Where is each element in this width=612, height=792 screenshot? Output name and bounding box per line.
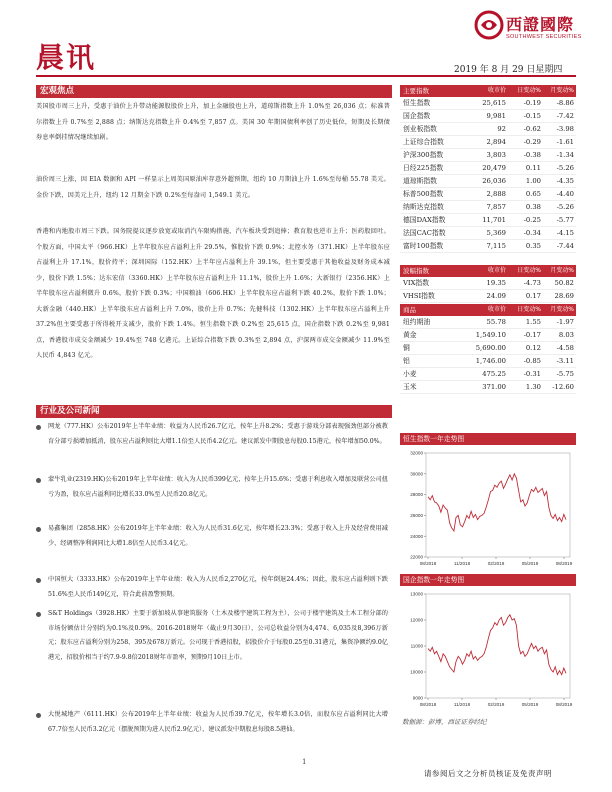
col-header: 波幅指数 xyxy=(403,267,429,275)
header-rule xyxy=(36,75,576,77)
row-value: 8.03 xyxy=(558,331,574,339)
row-value: 24.09 xyxy=(486,292,506,300)
bullet-icon xyxy=(36,425,41,430)
commodities-table-body xyxy=(400,316,576,394)
table-row xyxy=(400,381,576,394)
commodities-table xyxy=(400,304,576,394)
row-value: 2,888 xyxy=(486,190,506,198)
news-item-3: 易鑫集团（2858.HK）公布2019年上半年业绩：收入为人民币31.6亿元，按年增长23.3%；受惠于收入上升及经营费用减少，经调整净利润同比大增1.8倍至人民币3.4亿元。 xyxy=(48,525,388,547)
row-value: 1,549.10 xyxy=(475,331,506,339)
y-tick-label: 10000 xyxy=(410,669,423,675)
row-value: -0.85 xyxy=(523,357,541,365)
table-row xyxy=(400,355,576,368)
row-value: 92 xyxy=(497,125,506,133)
x-tick-label: 11/2018 xyxy=(453,702,471,707)
indices-table-header xyxy=(400,85,576,97)
col-header: 日变动% xyxy=(517,267,541,274)
row-label: 纳斯达克指数 xyxy=(403,203,444,211)
row-value: 11,701 xyxy=(482,216,506,224)
row-label: VIX指数 xyxy=(403,279,430,287)
series-line xyxy=(428,615,566,675)
col-header: 主要指数 xyxy=(403,87,429,95)
bullet-icon xyxy=(36,713,41,718)
table-row xyxy=(400,368,576,381)
row-value: -12.60 xyxy=(552,383,574,391)
col-header: 商品 xyxy=(403,306,416,314)
table-row xyxy=(400,110,576,123)
bullet-icon xyxy=(36,578,41,583)
row-value: 25,615 xyxy=(482,99,506,107)
row-label: 日经225指数 xyxy=(403,164,444,172)
company-logo xyxy=(474,6,606,46)
logo-name: 西證國際 xyxy=(506,15,575,34)
row-value: -0.17 xyxy=(523,331,541,339)
y-tick-label: 22000 xyxy=(410,554,423,560)
x-tick-label: 05/2019 xyxy=(521,702,539,707)
bullet-icon xyxy=(36,478,41,483)
row-value: 7,115 xyxy=(486,242,506,250)
row-value: -7.44 xyxy=(556,242,574,250)
row-value: 5,369 xyxy=(486,229,506,237)
row-value: -0.29 xyxy=(523,138,541,146)
row-label: 法国CAC指数 xyxy=(403,229,446,237)
row-label: 道琼斯指数 xyxy=(403,177,437,185)
row-value: -5.26 xyxy=(556,203,574,211)
volatility-table xyxy=(400,265,576,303)
row-value: -7.42 xyxy=(556,112,574,120)
row-label: 黄金 xyxy=(403,331,417,339)
col-header: 收市价 xyxy=(487,306,506,313)
row-value: 0.12 xyxy=(525,344,541,352)
indices-table xyxy=(400,85,576,253)
table-row xyxy=(400,214,576,227)
row-value: 28.69 xyxy=(554,292,574,300)
row-value: 0.35 xyxy=(525,242,541,250)
macro-paragraph-1: 美国股市周三上升，受惠于油价上升带动能源股股价上升，加上金融股也上升，道琼斯指数上升 1.0%至 26,036 点；标准普尔指数上升 0.7%至 2,888 点；纳斯达克指数上升 0.4%至 7,857 点。美国 30 年期国债利率创了历史低位，短期及长期债券息率倒挂情况继续加剧。 xyxy=(36,103,390,141)
y-tick-label: 30000 xyxy=(410,471,423,477)
row-value: 55.78 xyxy=(486,318,506,326)
table-row xyxy=(400,97,576,110)
table-row xyxy=(400,175,576,188)
row-value: -0.25 xyxy=(523,216,541,224)
col-header: 月变动% xyxy=(550,87,574,94)
x-tick-label: 08/2018 xyxy=(419,561,437,566)
news-item-2: 蒙牛乳业(2319.HK)公布2019年上半年业绩：收入为人民币399亿元，按年上升15.6%；受惠于利息收入增加及联营公司扭亏为盈，股东应占溢利同比增长33.0%至人民币20.8亿元。 xyxy=(48,476,388,498)
row-value: -4.73 xyxy=(523,279,541,287)
row-value: 2,894 xyxy=(486,138,506,146)
row-label: 纽约期油 xyxy=(403,318,431,326)
page-number: 1 xyxy=(302,758,307,766)
row-value: 50.82 xyxy=(554,279,574,287)
col-header: 月变动% xyxy=(550,267,574,274)
row-value: -0.15 xyxy=(523,112,541,120)
row-value: 20,479 xyxy=(482,164,506,172)
table-row xyxy=(400,123,576,136)
x-tick-label: 08/2018 xyxy=(419,702,437,707)
row-label: 富时100指数 xyxy=(403,242,444,250)
x-tick-label: 08/2019 xyxy=(555,702,573,707)
row-label: 铜 xyxy=(403,344,410,352)
table-row xyxy=(400,290,576,303)
row-label: 标普500指数 xyxy=(403,190,444,198)
row-value: -3.11 xyxy=(556,357,574,365)
report-date: 2019 年 8 月 29 日星期四 xyxy=(454,65,563,75)
row-value: 3,803 xyxy=(486,151,506,159)
y-tick-label: 9000 xyxy=(412,695,423,701)
row-value: -4.40 xyxy=(556,190,574,198)
y-tick-label: 11000 xyxy=(410,643,423,649)
row-label: 上证综合指数 xyxy=(403,138,444,146)
data-source: 数据源：彭博，西证证券经纪 xyxy=(402,718,487,726)
logo-subtitle: SOUTHWEST SECURITIES xyxy=(506,34,582,40)
row-value: 371.00 xyxy=(482,383,506,391)
commodities-table-header xyxy=(400,304,576,316)
row-value: 26,036 xyxy=(482,177,506,185)
row-value: -0.38 xyxy=(523,151,541,159)
macro-heading: 宏观焦点 xyxy=(36,85,392,98)
col-header: 月变动% xyxy=(550,306,574,313)
hsi-line-chart xyxy=(400,447,576,571)
x-tick-label: 02/2019 xyxy=(487,561,505,566)
x-tick-label: 08/2019 xyxy=(555,561,573,566)
row-value: -5.26 xyxy=(556,164,574,172)
row-value: 0.17 xyxy=(525,292,541,300)
y-tick-label: 24000 xyxy=(410,533,423,539)
table-row xyxy=(400,329,576,342)
row-label: 国企指数 xyxy=(403,112,431,120)
row-value: 7,857 xyxy=(486,203,506,211)
col-header: 日变动% xyxy=(517,306,541,313)
table-row xyxy=(400,227,576,240)
table-row xyxy=(400,240,576,253)
hscei-chart-title: 国企指数一年走势图 xyxy=(400,574,576,586)
row-value: 1.30 xyxy=(525,383,541,391)
row-value: -4.35 xyxy=(556,177,574,185)
x-tick-label: 05/2019 xyxy=(521,561,539,566)
table-row xyxy=(400,188,576,201)
hsi-chart-title: 恒生指数一年走势图 xyxy=(400,433,576,445)
row-value: 5,690.00 xyxy=(475,344,506,352)
row-value: 1.55 xyxy=(525,318,541,326)
row-value: -1.61 xyxy=(556,138,574,146)
volatility-table-body xyxy=(400,277,576,303)
row-value: -1.34 xyxy=(556,151,574,159)
row-value: -0.62 xyxy=(523,125,541,133)
news-item-6: 大悦城地产（6111.HK）公布2019年上半年业绩：收益为人民币39.7亿元，按年增长3.0倍，而股东应占溢利同比大增67.7倍至人民币3.2亿元（摆脱预期为进人民币2.9亿元），建议派发中期股息每股8.5港仙。 xyxy=(48,711,388,733)
series-line xyxy=(428,474,566,531)
col-header: 收市价 xyxy=(487,267,506,274)
bullet-icon xyxy=(36,527,41,532)
y-tick-label: 13000 xyxy=(410,591,423,597)
row-value: -1.97 xyxy=(556,318,574,326)
table-row xyxy=(400,162,576,175)
y-tick-label: 28000 xyxy=(410,492,423,498)
row-value: 9,981 xyxy=(486,112,506,120)
row-value: -5.75 xyxy=(556,370,574,378)
row-value: 0.11 xyxy=(525,164,541,172)
row-value: 19.35 xyxy=(486,279,506,287)
row-label: 铝 xyxy=(403,357,410,365)
table-row xyxy=(400,149,576,162)
x-tick-label: 02/2019 xyxy=(487,702,505,707)
indices-table-body xyxy=(400,97,576,253)
row-value: -0.19 xyxy=(523,99,541,107)
y-tick-label: 26000 xyxy=(410,513,423,518)
row-value: -5.77 xyxy=(556,216,574,224)
row-label: 创业板指数 xyxy=(403,125,437,133)
row-value: 0.38 xyxy=(525,203,541,211)
table-row xyxy=(400,316,576,329)
hscei-line-chart xyxy=(400,588,576,712)
col-header: 日变动% xyxy=(517,87,541,94)
row-value: -3.98 xyxy=(556,125,574,133)
row-value: -4.15 xyxy=(556,229,574,237)
row-value: 475.25 xyxy=(482,370,506,378)
row-label: 小麦 xyxy=(403,370,417,378)
disclaimer: 请参阅后文之分析员核证及免责声明 xyxy=(424,769,552,778)
y-tick-label: 32000 xyxy=(410,450,423,456)
table-row xyxy=(400,201,576,214)
row-label: VHSI指数 xyxy=(403,292,435,300)
row-value: 1,746.00 xyxy=(475,357,506,365)
y-tick-label: 12000 xyxy=(410,617,423,623)
news-item-5: S&T Holdings（3928.HK）主要于新加坡从事建筑服务（土木及楼宇建筑工程为主），公司于楼宇建筑及土木工程分部的市场份额估计分别约为0.1%及0.9%。2016-2018财年（截止9月30日），公司总收益分别为4,474、6,035及8,396万新元；股东应占溢利分别为258、395及678万新元。公司现于香港招股，招股价介于每股0.25至0.31港元，集资净额约9.0亿港元，招股价相当于约7.9-9.8倍2018财年市盈率，预期9月10日上市。 xyxy=(48,610,388,661)
industry-heading: 行业及公司新闻 xyxy=(36,405,392,418)
plot-area xyxy=(426,594,570,698)
row-label: 德国DAX指数 xyxy=(403,216,446,224)
table-row xyxy=(400,136,576,149)
logo-emblem-icon xyxy=(474,10,504,40)
page-title: 晨讯 xyxy=(36,41,97,74)
row-label: 恒生指数 xyxy=(403,99,431,107)
x-tick-label: 11/2018 xyxy=(453,561,471,566)
news-item-1: 网龙（777.HK）公布2019年上半年业绩：收益为人民币26.7亿元，按年上升8.2%；受惠于游戏分部表现强劲但部分被教育分部亏损增加抵消，股东应占溢利则比大增1.1倍至人民币4.2亿元。建议派发中期股息每股0.15港元，按年增加50.0%。 xyxy=(48,423,388,445)
bullet-icon xyxy=(36,612,41,617)
row-label: 玉米 xyxy=(403,383,417,391)
row-value: -0.34 xyxy=(523,229,541,237)
macro-paragraph-2: 油价周三上涨，因 EIA 数据和 API 一样显示上周美国原油库存意外超预期，纽约 10 月期油上升 1.6%至每桶 55.78 美元。金价下跌，因美元上升，纽约 12 月期金下跌 0.2%至每盎司 1,549.1 美元。 xyxy=(36,176,390,199)
row-value: -0.31 xyxy=(523,370,541,378)
row-label: 沪深300指数 xyxy=(403,151,444,159)
row-value: -4.58 xyxy=(556,344,574,352)
macro-paragraph-3: 香港和内地股市周三下跌。国务院提议逐步放宽或取消汽车限购措施，汽车板块受到追捧；教育股也逆市上升；医药股回吐。个股方面，中国太平（966.HK）上半年股东应占溢利上升 29.5%，惟股价下跌 0.9%；北控水务（371.HK）上半年股东应占溢利上升 17.1%，股价持平；深圳国际（152.HK）上半年应占溢利上升 39.1%，但主要受惠于其他收益及财务成本减少，股价下跌 1.5%；达东宏信（3360.HK）上半年股东应占溢利上升 11.1%，股价上升 1.6%；大新银行（2356.HK）上半年股东应占溢利微升 0.6%，股价下跌 0.3%；中国粮油（606.HK）上半年股东应占溢利下跌 40.2%，股价下跌 1.0%；大新金融（440.HK）上半年股东应占溢利上升 7.0%，股价上升 0.7%；先健科技（1302.HK）上半年股东应占溢利上升 37.2%但主要受惠于所得税开支减少，股价下跌 1.4%。恒生指数下跌 0.2%至 25,615 点，国企指数下跌 0.2%至 9,981 点，香港股市成交金额减少 19.4%至 748 亿港元。上证综合指数下跌 0.3%至 2,894 点，沪深两市成交金额减少 11.9%至人民币 4,843 亿元。 xyxy=(36,228,390,359)
news-item-4: 中国恒大（3333.HK）公布2019年上半年业绩：收入为人民币2,270亿元，按年倒退24.4%；因此，股东应占溢利则下跌51.6%至人民币149亿元，符合此前盈警预期。 xyxy=(48,576,388,598)
row-value: -8.86 xyxy=(556,99,574,107)
volatility-table-header xyxy=(400,265,576,277)
table-row xyxy=(400,277,576,290)
table-row xyxy=(400,342,576,355)
col-header: 收市价 xyxy=(487,87,506,94)
row-value: 0.65 xyxy=(525,190,541,198)
row-value: 1.00 xyxy=(525,177,541,185)
